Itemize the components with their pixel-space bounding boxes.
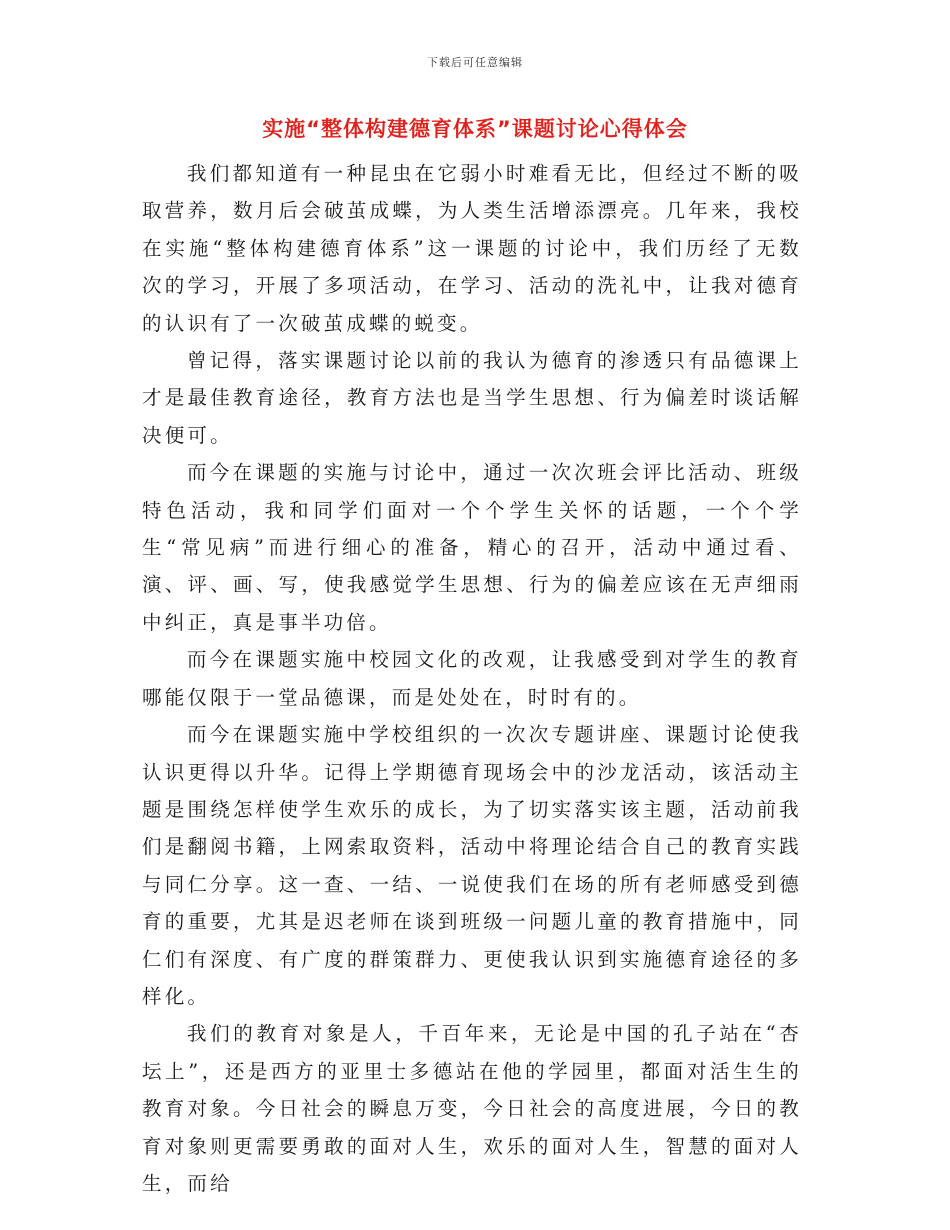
paragraph: 我们的教育对象是人，千百年来，无论是中国的孔子站在“杏坛上”，还是西方的亚里士多德站在他的学园里，都面对活生生的教育对象。今日社会的瞬息万变，今日社会的高度进展，今日的教育对象则更需要勇敢的面对人生，欢乐的面对人生，智慧的面对人生，而给 <box>142 1022 802 1195</box>
paragraph: 我们都知道有一种昆虫在它弱小时难看无比，但经过不断的吸取营养，数月后会破茧成蝶，为人类生活增添漂亮。几年来，我校在实施“整体构建德育体系”这一课题的讨论中，我们历经了无数次的学习，开展了多项活动，在学习、活动的洗礼中，让我对德育的认识有了一次破茧成蝶的蜕变。 <box>142 162 802 335</box>
header-note: 下载后可任意编辑 <box>427 56 523 69</box>
document-title: 实施“整体构建德育体系”课题讨论心得体会 <box>262 117 688 141</box>
paragraph: 曾记得，落实课题讨论以前的我认为德育的渗透只有品德课上才是最佳教育途径，教育方法也是当学生思想、行为偏差时谈话解决便可。 <box>142 349 802 447</box>
paragraph: 而今在课题实施中校园文化的改观，让我感受到对学生的教育哪能仅限于一堂品德课，而是处处在，时时有的。 <box>142 648 802 709</box>
paragraph: 而今在课题的实施与讨论中，通过一次次班会评比活动、班级特色活动，我和同学们面对一个个学生关怀的话题，一个个学生“常见病”而进行细心的准备，精心的召开，活动中通过看、演、评、画、写，使我感觉学生思想、行为的偏差应该在无声细雨中纠正，真是事半功倍。 <box>142 461 802 634</box>
paragraph: 而今在课题实施中学校组织的一次次专题讲座、课题讨论使我认识更得以升华。记得上学期德育现场会中的沙龙活动，该活动主题是围绕怎样使学生欢乐的成长，为了切实落实该主题，活动前我们是翻阅书籍，上网索取资料，活动中将理论结合自己的教育实践与同仁分享。这一查、一结、一说使我们在场的所有老师感受到德育的重要，尤其是迟老师在谈到班级一问题儿童的教育措施中，同仁们有深度、有广度的群策群力、更使我认识到实施德育途径的多样化。 <box>142 723 802 1008</box>
document-body <box>142 155 802 1202</box>
